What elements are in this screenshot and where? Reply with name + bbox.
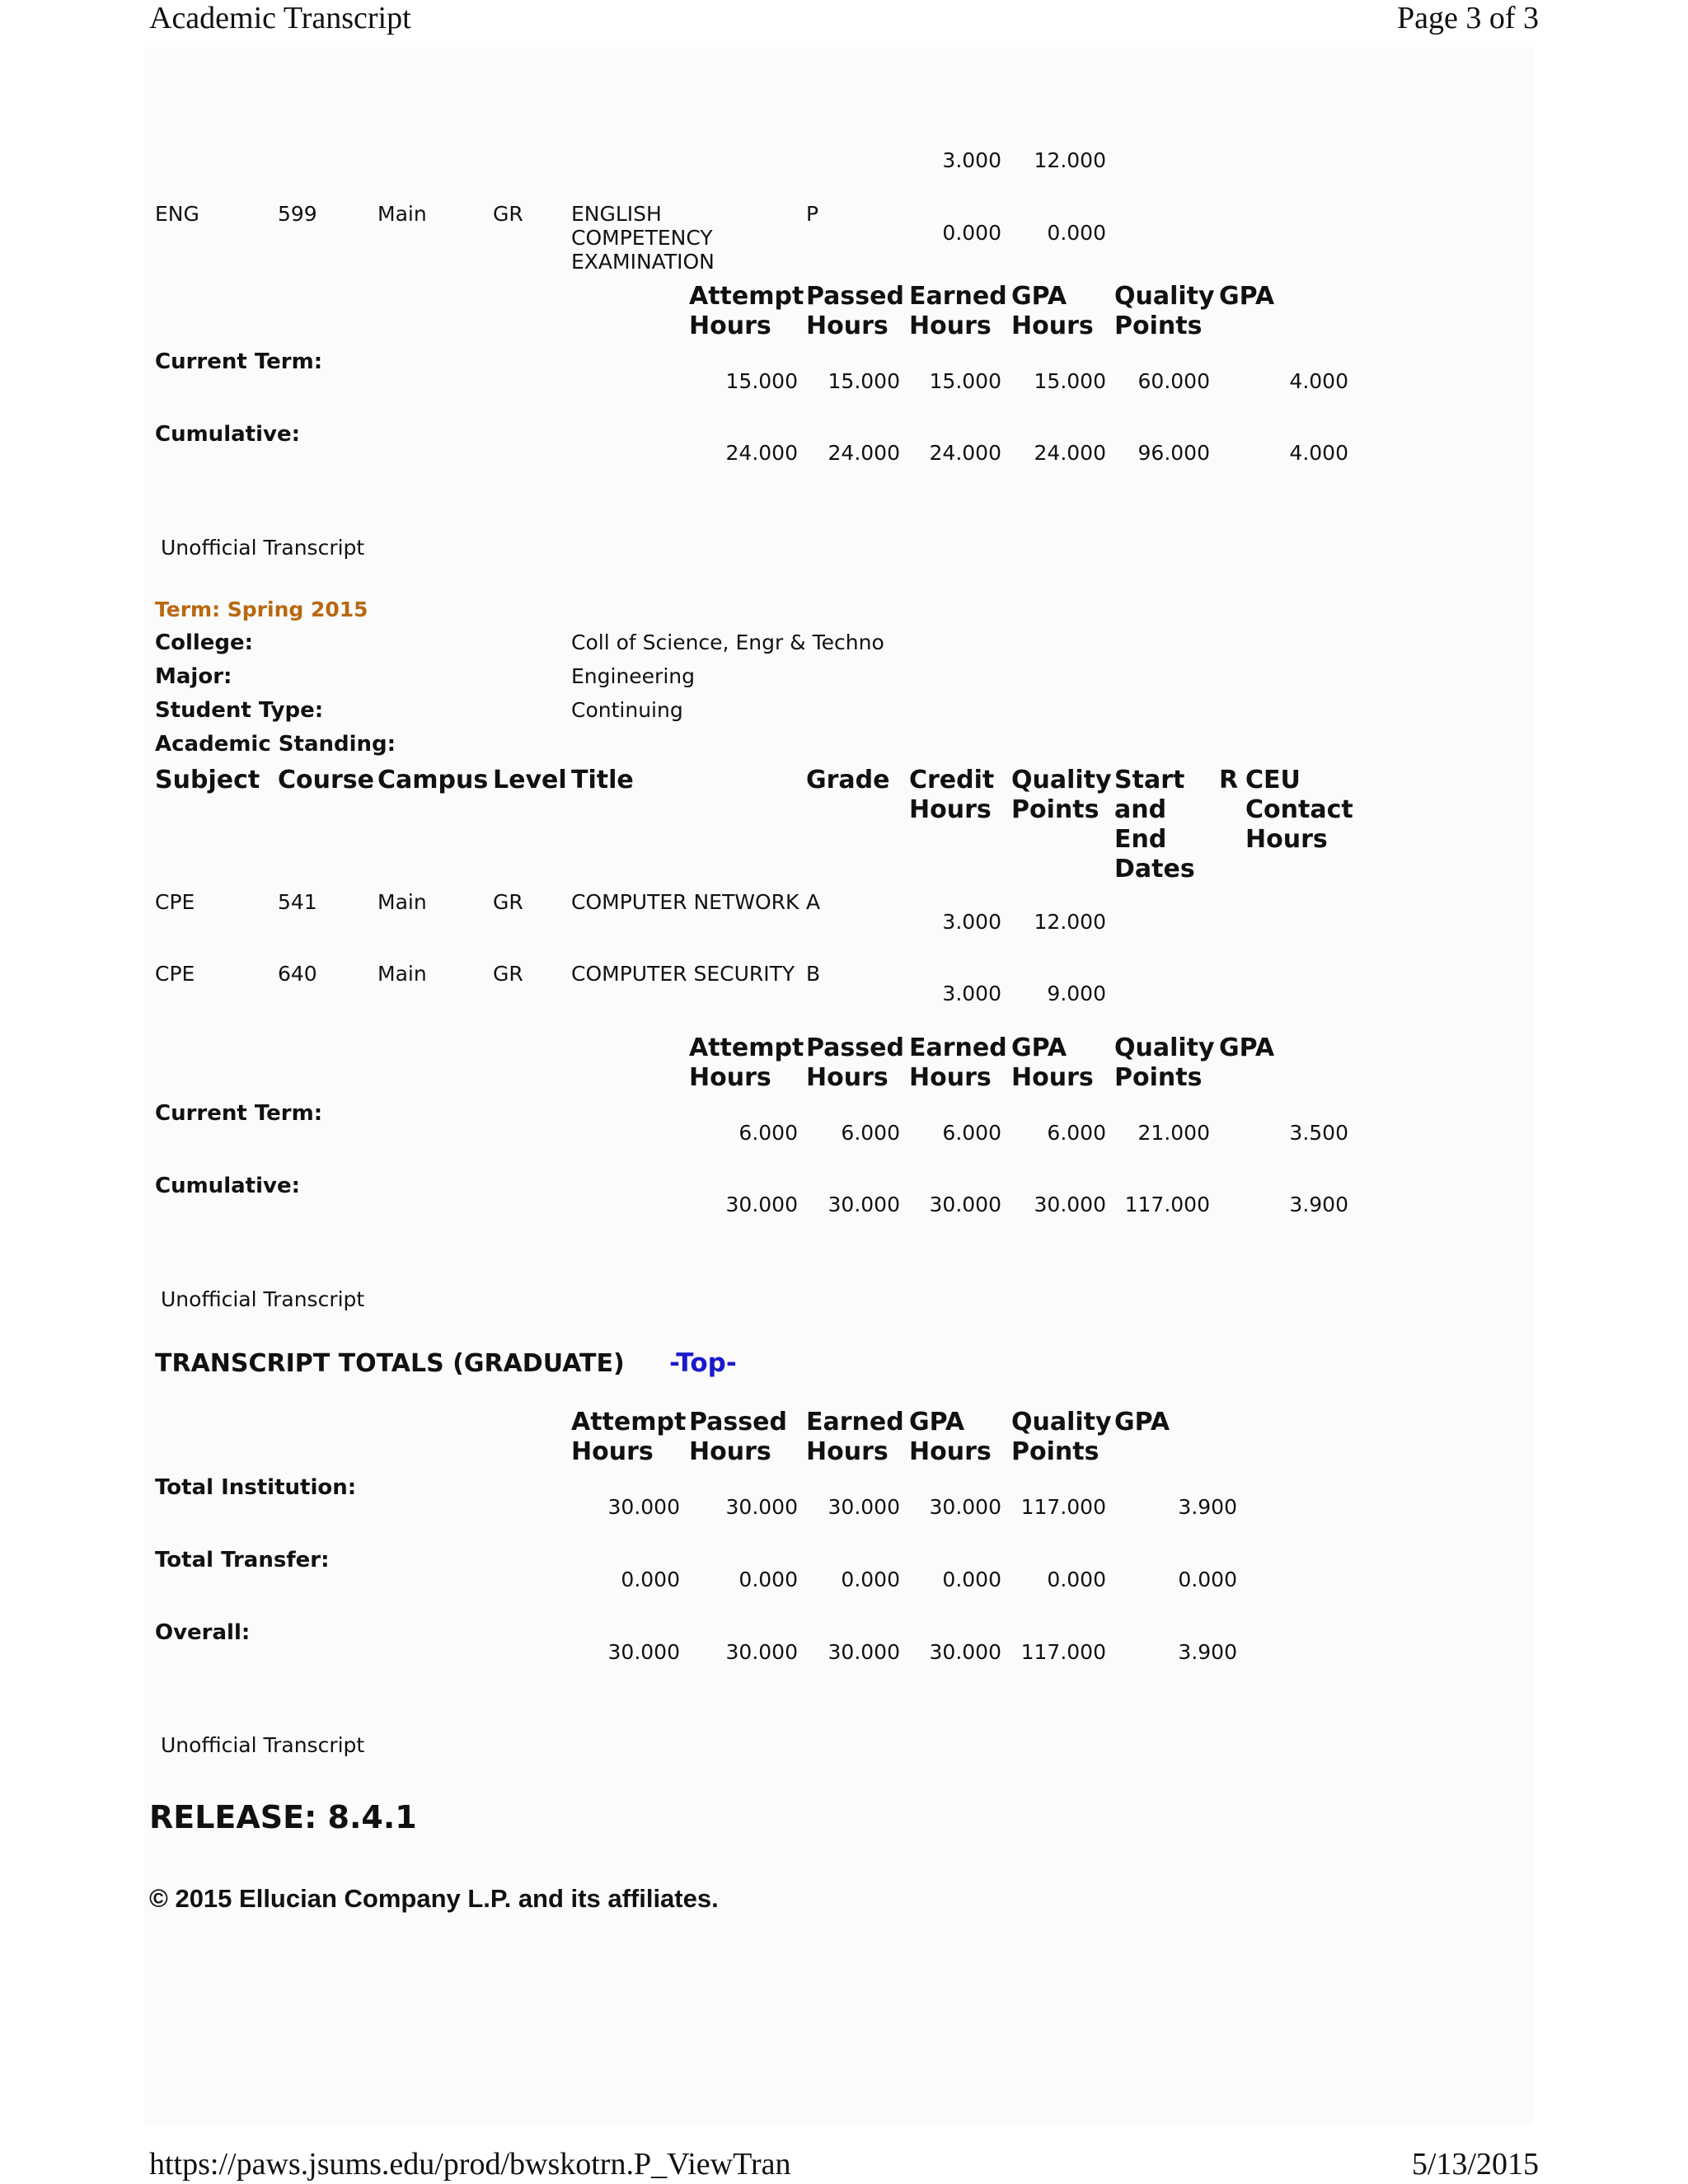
- course-subject: CPE: [155, 890, 195, 914]
- attempt-hours-value: 30.000: [607, 1640, 680, 1664]
- quality-points-value: 96.000: [1137, 441, 1210, 465]
- gpa-hours-value: 30.000: [1034, 1193, 1106, 1216]
- course-quality-points: 9.000: [1047, 982, 1106, 1005]
- earned-hours-value: 15.000: [929, 369, 1001, 393]
- passed-hours-value: 30.000: [828, 1193, 900, 1216]
- course-grade: B: [806, 962, 821, 986]
- header-campus: Campus: [377, 766, 489, 794]
- earned-hours-value: 30.000: [828, 1640, 900, 1664]
- student-type-value: Continuing: [571, 698, 683, 722]
- footer-date: 5/13/2015: [1411, 2147, 1539, 2182]
- header-passed-hours: Passed Hours: [806, 1033, 904, 1092]
- course-grade: A: [806, 890, 821, 914]
- attempt-hours-value: 15.000: [725, 369, 798, 393]
- header-gpa-hours: GPA Hours: [1011, 282, 1094, 340]
- header-quality-points: Quality Points: [1114, 1033, 1215, 1092]
- course-campus: Main: [377, 962, 427, 986]
- course-quality-points: 0.000: [1047, 221, 1106, 245]
- earned-hours-value: 0.000: [841, 1568, 900, 1591]
- top-link[interactable]: -Top-: [669, 1348, 737, 1378]
- overall-label: Overall:: [155, 1620, 251, 1645]
- copyright: © 2015 Ellucian Company L.P. and its affiliates.: [149, 1884, 719, 1913]
- total-transfer-label: Total Transfer:: [155, 1548, 330, 1572]
- course-title-line-1: ENGLISH: [571, 202, 662, 226]
- gpa-hours-value: 15.000: [1034, 369, 1106, 393]
- course-credit-hours: 0.000: [942, 221, 1001, 245]
- course-number: 599: [278, 202, 317, 226]
- header-passed-hours: Passed Hours: [806, 282, 904, 340]
- gpa-hours-value: 24.000: [1034, 441, 1106, 465]
- cumulative-label: Cumulative:: [155, 422, 300, 447]
- gpa-value: 3.900: [1178, 1495, 1237, 1519]
- earned-hours-value: 6.000: [942, 1121, 1001, 1145]
- attempt-hours-value: 24.000: [725, 441, 798, 465]
- header-subject: Subject: [155, 766, 260, 794]
- header-course: Course: [278, 766, 374, 794]
- gpa-hours-value: 30.000: [929, 1640, 1001, 1664]
- transcript-totals-heading: TRANSCRIPT TOTALS (GRADUATE): [155, 1349, 625, 1378]
- header-start-end-dates: Start and End Dates: [1114, 766, 1195, 883]
- header-credit-hours: Credit Hours: [909, 766, 995, 824]
- college-value: Coll of Science, Engr & Techno: [571, 630, 884, 654]
- prev-credit-hours: 3.000: [942, 148, 1001, 172]
- course-number: 640: [278, 962, 317, 986]
- header-earned-hours: Earned Hours: [909, 282, 1007, 340]
- header-attempt-hours: Attempt Hours: [689, 1033, 804, 1092]
- gpa-value: 3.900: [1289, 1193, 1348, 1216]
- course-credit-hours: 3.000: [942, 910, 1001, 934]
- course-title: COMPUTER SECURITY: [571, 962, 795, 986]
- footer-url: https://paws.jsums.edu/prod/bwskotrn.P_ViewTran: [149, 2147, 791, 2182]
- passed-hours-value: 6.000: [841, 1121, 900, 1145]
- college-label: College:: [155, 630, 254, 655]
- total-institution-label: Total Institution:: [155, 1475, 357, 1500]
- term-heading: Term: Spring 2015: [155, 598, 368, 621]
- course-quality-points: 12.000: [1034, 910, 1106, 934]
- gpa-value: 0.000: [1178, 1568, 1237, 1591]
- passed-hours-value: 15.000: [828, 369, 900, 393]
- course-number: 541: [278, 890, 317, 914]
- course-title: COMPUTER NETWORK: [571, 890, 799, 914]
- header-passed-hours: Passed Hours: [689, 1408, 787, 1466]
- current-term-label: Current Term:: [155, 1101, 323, 1126]
- header-quality-points: Quality Points: [1011, 766, 1112, 824]
- passed-hours-value: 0.000: [738, 1568, 798, 1591]
- course-title-line-3: EXAMINATION: [571, 250, 715, 274]
- course-campus: Main: [377, 202, 427, 226]
- passed-hours-value: 24.000: [828, 441, 900, 465]
- unofficial-transcript-note: Unofficial Transcript: [161, 536, 365, 560]
- unofficial-transcript-note: Unofficial Transcript: [161, 1287, 365, 1311]
- course-grade: P: [806, 202, 819, 226]
- gpa-value: 4.000: [1289, 369, 1348, 393]
- gpa-hours-value: 30.000: [929, 1495, 1001, 1519]
- attempt-hours-value: 6.000: [738, 1121, 798, 1145]
- course-level: GR: [493, 890, 523, 914]
- course-subject: CPE: [155, 962, 195, 986]
- page-number: Page 3 of 3: [1396, 1, 1539, 35]
- prev-quality-points: 12.000: [1034, 148, 1106, 172]
- release-version: RELEASE: 8.4.1: [149, 1799, 417, 1835]
- cumulative-label: Cumulative:: [155, 1174, 300, 1198]
- gpa-value: 3.500: [1289, 1121, 1348, 1145]
- quality-points-value: 117.000: [1124, 1193, 1210, 1216]
- header-attempt-hours: Attempt Hours: [689, 282, 804, 340]
- header-ceu-contact-hours: CEU Contact Hours: [1245, 766, 1353, 854]
- header-quality-points: Quality Points: [1011, 1408, 1112, 1466]
- header-gpa: GPA: [1114, 1408, 1170, 1436]
- header-title: Title: [571, 766, 634, 794]
- header-gpa-hours: GPA Hours: [909, 1408, 992, 1466]
- header-gpa: GPA: [1219, 282, 1275, 311]
- earned-hours-value: 30.000: [929, 1193, 1001, 1216]
- quality-points-value: 21.000: [1137, 1121, 1210, 1145]
- unofficial-transcript-note: Unofficial Transcript: [161, 1733, 365, 1757]
- gpa-value: 3.900: [1178, 1640, 1237, 1664]
- course-credit-hours: 3.000: [942, 982, 1001, 1005]
- header-earned-hours: Earned Hours: [909, 1033, 1007, 1092]
- quality-points-value: 0.000: [1047, 1568, 1106, 1591]
- header-gpa: GPA: [1219, 1033, 1275, 1062]
- earned-hours-value: 30.000: [828, 1495, 900, 1519]
- quality-points-value: 60.000: [1137, 369, 1210, 393]
- header-earned-hours: Earned Hours: [806, 1408, 904, 1466]
- header-r: R: [1219, 766, 1239, 794]
- attempt-hours-value: 30.000: [725, 1193, 798, 1216]
- course-subject: ENG: [155, 202, 199, 226]
- major-value: Engineering: [571, 664, 695, 688]
- academic-standing-label: Academic Standing:: [155, 732, 396, 757]
- major-label: Major:: [155, 664, 232, 689]
- attempt-hours-value: 0.000: [621, 1568, 680, 1591]
- course-campus: Main: [377, 890, 427, 914]
- quality-points-value: 117.000: [1020, 1640, 1106, 1664]
- student-type-label: Student Type:: [155, 698, 324, 723]
- page-header-title: Academic Transcript: [149, 1, 411, 35]
- course-title-line-2: COMPETENCY: [571, 226, 713, 250]
- gpa-hours-value: 0.000: [942, 1568, 1001, 1591]
- header-attempt-hours: Attempt Hours: [571, 1408, 687, 1466]
- current-term-label: Current Term:: [155, 349, 323, 374]
- header-level: Level: [493, 766, 567, 794]
- attempt-hours-value: 30.000: [607, 1495, 680, 1519]
- earned-hours-value: 24.000: [929, 441, 1001, 465]
- header-gpa-hours: GPA Hours: [1011, 1033, 1094, 1092]
- course-level: GR: [493, 202, 523, 226]
- quality-points-value: 117.000: [1020, 1495, 1106, 1519]
- course-level: GR: [493, 962, 523, 986]
- gpa-value: 4.000: [1289, 441, 1348, 465]
- header-grade: Grade: [806, 766, 890, 794]
- gpa-hours-value: 6.000: [1047, 1121, 1106, 1145]
- passed-hours-value: 30.000: [725, 1495, 798, 1519]
- header-quality-points: Quality Points: [1114, 282, 1215, 340]
- passed-hours-value: 30.000: [725, 1640, 798, 1664]
